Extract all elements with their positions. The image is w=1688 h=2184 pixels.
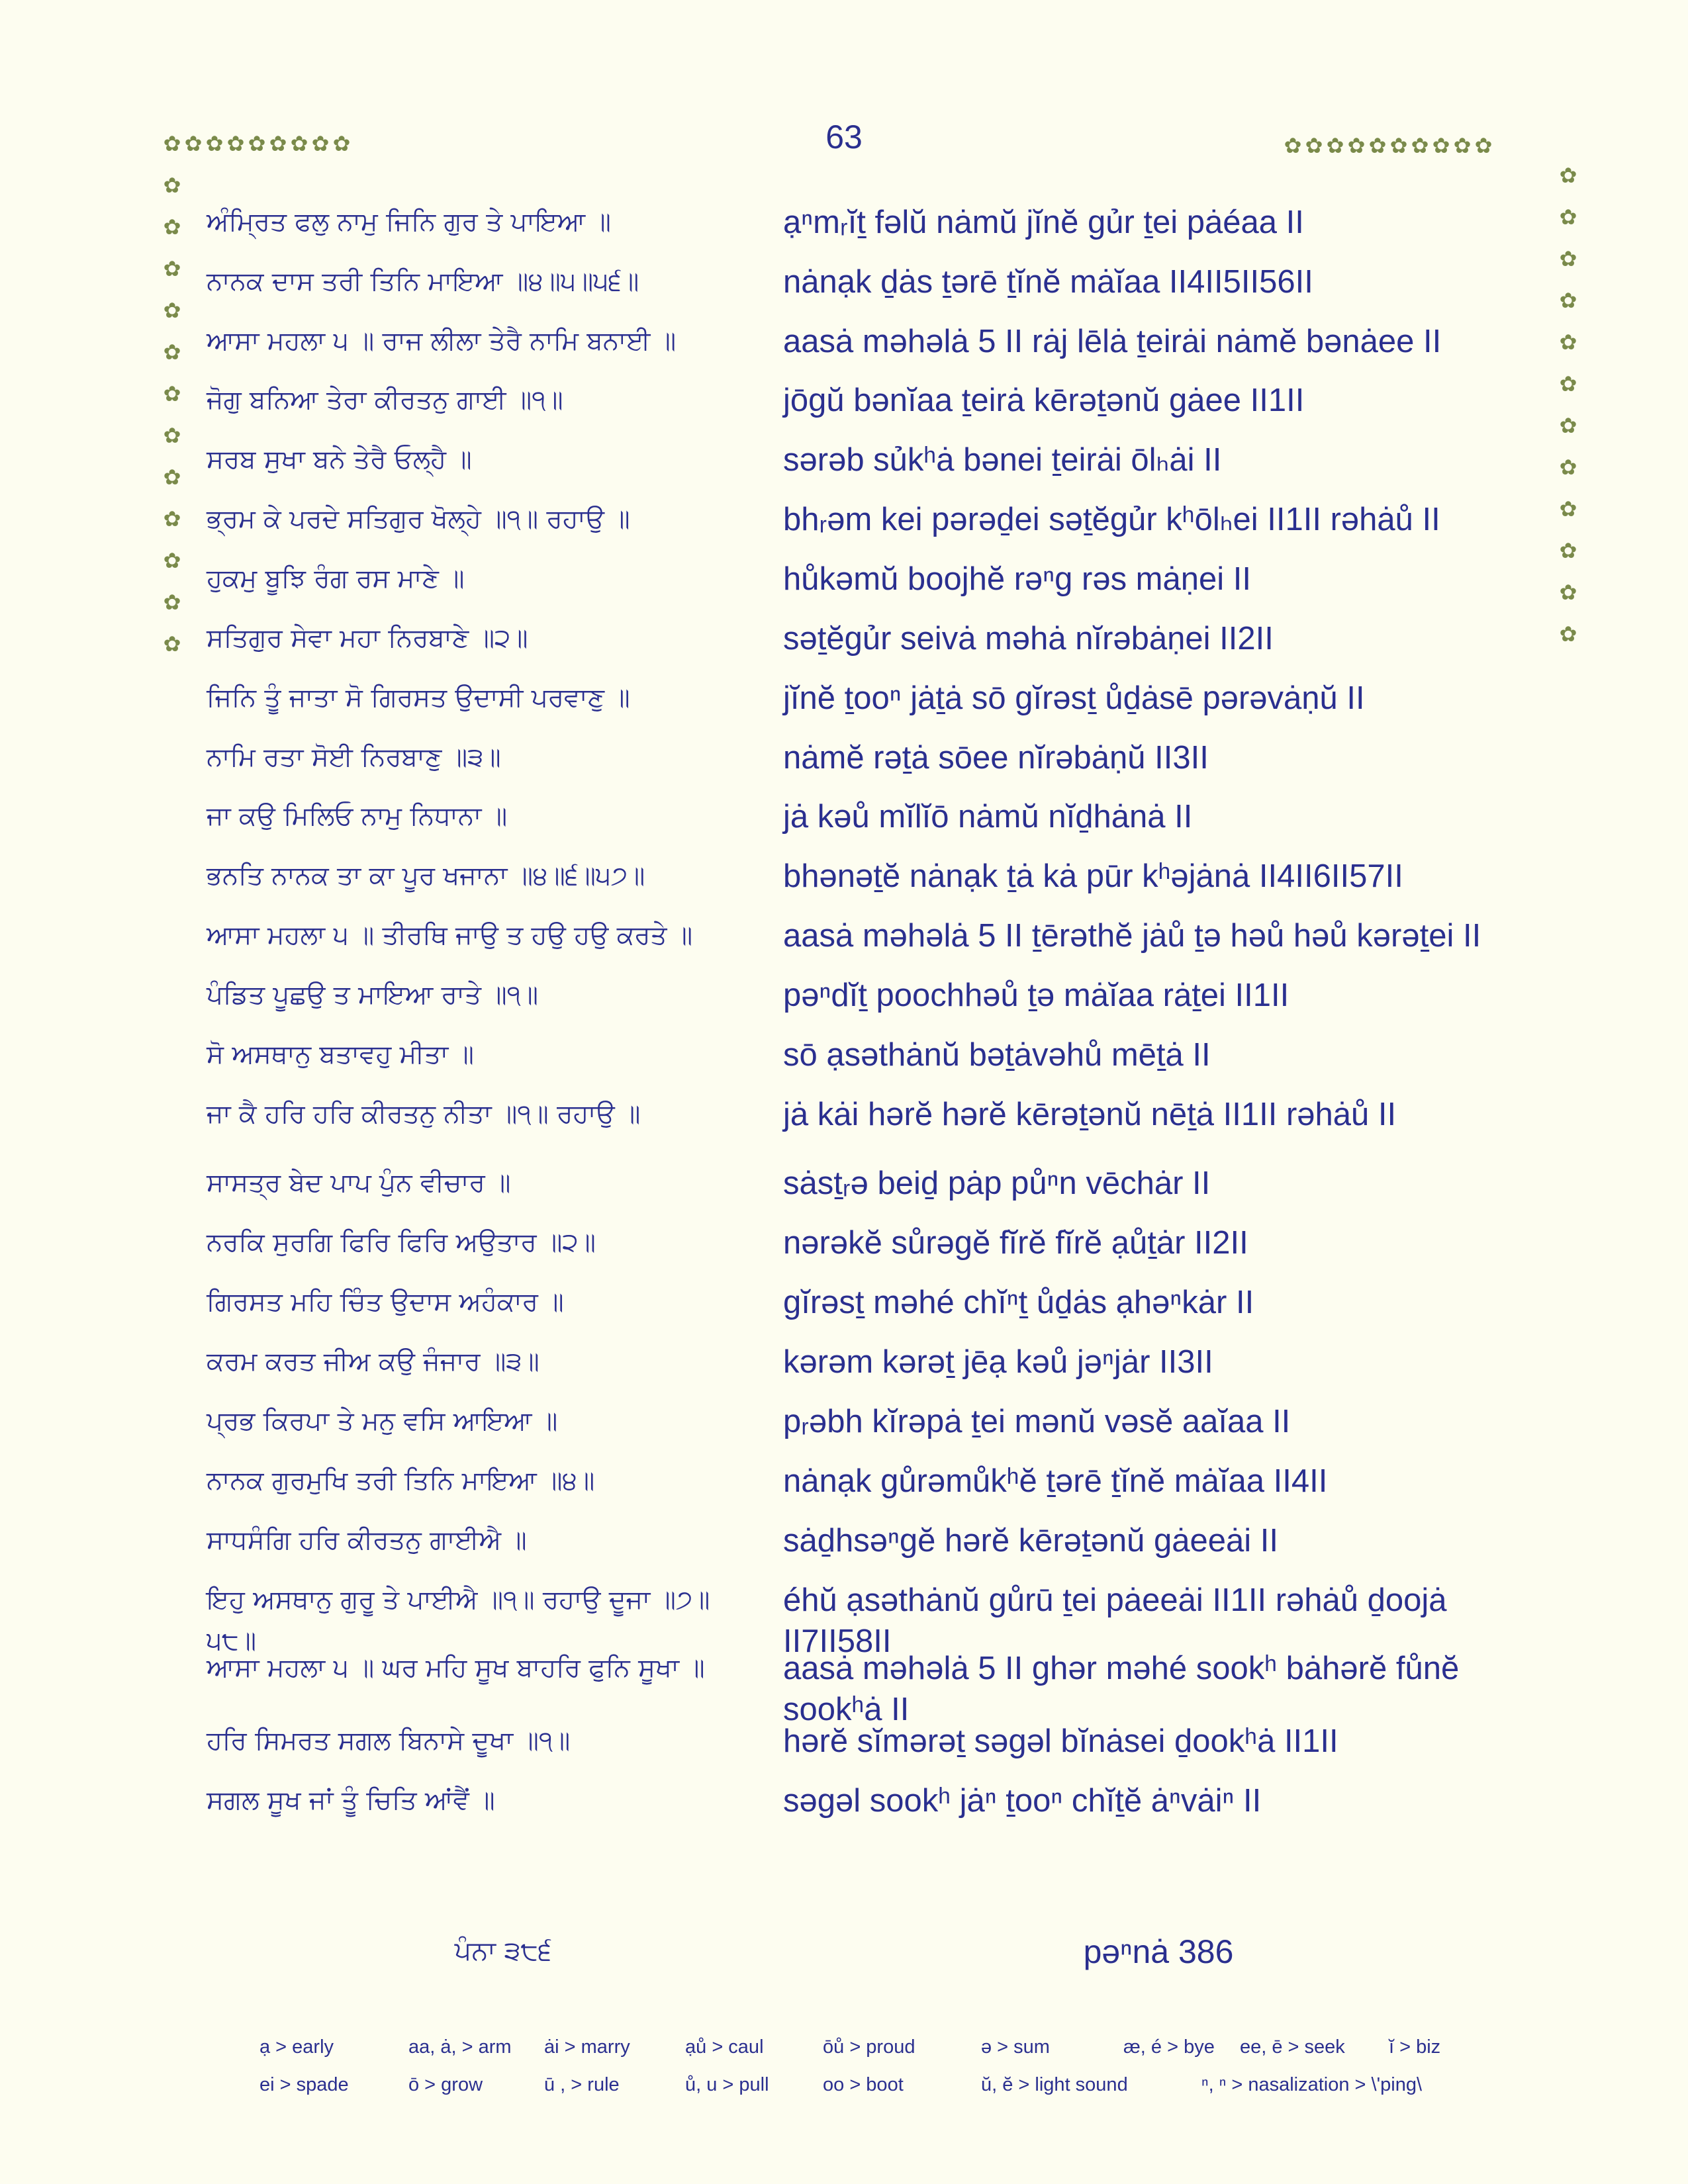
flower-ornament-icon: ✿ (163, 214, 181, 240)
gurmukhi-line: ਨਾਨਕ ਗੁਰਮੁਖਿ ਤਰੀ ਤਿਨਿ ਮਾਇਆ ॥੪॥ (207, 1466, 595, 1496)
gurmukhi-line: ਸਾਸਤ੍ਰ ਬੇਦ ਪਾਪ ਪੁੰਨ ਵੀਚਾਰ ॥ (207, 1168, 511, 1198)
flower-ornament-icon: ✿ (163, 506, 181, 531)
transliteration-line: nȧmĕ rəṯȧ sōee nĭrəbȧṇŭ II3II (783, 740, 1209, 776)
flower-ornament-icon: ✿ (1284, 133, 1302, 158)
gurmukhi-line: ਹੁਕਮੁ ਬੂਝਿ ਰੰਗ ਰਸ ਮਾਣੇ ॥ (207, 564, 465, 594)
flower-ornament-icon: ✿ (1559, 330, 1577, 355)
flower-ornament-icon: ✿ (1305, 133, 1323, 158)
transliteration-line: nȧnạk gůrəmůkʰĕ ṯərē ṯĭnĕ mȧĭaa II4II (783, 1463, 1328, 1499)
footer-page-gurmukhi: ਪੰਨਾ ੩੮੬ (454, 1936, 552, 1966)
gurmukhi-line: ਭਨਤਿ ਨਾਨਕ ਤਾ ਕਾ ਪੂਰ ਖਜਾਨਾ ॥੪॥੬॥੫੭॥ (207, 861, 645, 891)
gurmukhi-line: ਆਸਾ ਮਹਲਾ ੫ ॥ ਤੀਰਥਿ ਜਾਉ ਤ ਹਉ ਹਉ ਕਰਤੇ ॥ (207, 921, 693, 950)
flower-ornament-icon: ✿ (1389, 133, 1408, 158)
transliteration-line: səgəl sookʰ jȧⁿ ṯooⁿ chĭṯĕ ȧⁿvȧiⁿ II (783, 1783, 1262, 1819)
flower-ornament-icon: ✿ (163, 256, 181, 281)
flower-ornament-icon: ✿ (1559, 496, 1577, 522)
flower-ornament-icon: ✿ (1559, 371, 1577, 396)
transliteration-line: sō ạsəthȧnŭ bəṯȧvəhů mēṯȧ II (783, 1037, 1211, 1073)
flower-ornament-icon: ✿ (1559, 580, 1577, 605)
transliteration-line: jĭnĕ ṯooⁿ jȧṯȧ sō gĭrəsṯ ůḏȧsē pərəvȧṇŭ II (783, 680, 1365, 716)
flower-ornament-icon: ✿ (1559, 246, 1577, 271)
flower-ornament-icon: ✿ (248, 131, 266, 156)
gurmukhi-line: ਜਿਨਿ ਤੂੰ ਜਾਤਾ ਸੋ ਗਿਰਸਤ ਉਦਾਸੀ ਪਰਵਾਣੁ ॥ (207, 683, 630, 713)
flower-ornament-icon: ✿ (184, 131, 203, 156)
flower-ornament-icon: ✿ (1432, 133, 1450, 158)
transliteration-line: ạⁿmᵣĭṯ fəlŭ nȧmŭ jĭnĕ gủr ṯei pȧéaa II (783, 205, 1304, 240)
legend-item: ů, u > pull (685, 2074, 769, 2095)
gurmukhi-line: ਜਾ ਕੈ ਹਰਿ ਹਰਿ ਕੀਰਤਨੁ ਨੀਤਾ ॥੧॥ ਰਹਾਉ ॥ (207, 1099, 641, 1129)
gurmukhi-line: ਪ੍ਰਭ ਕਿਰਪਾ ਤੇ ਮਨੁ ਵਸਿ ਆਇਆ ॥ (207, 1406, 558, 1436)
legend-item: ōů > proud (823, 2036, 915, 2058)
legend-item: ȧi > marry (544, 2036, 630, 2058)
flower-ornament-icon: ✿ (163, 298, 181, 323)
transliteration-line: aasȧ məhəlȧ 5 II ṯērəthĕ jȧů ṯə həů həů kərəṯei II (783, 918, 1481, 954)
gurmukhi-line: ਗਿਰਸਤ ਮਹਿ ਚਿੰਤ ਉਦਾਸ ਅਹੰਕਾਰ ॥ (207, 1287, 564, 1317)
flower-ornament-icon: ✿ (163, 340, 181, 365)
gurmukhi-line: ਸਰਬ ਸੁਖਾ ਬਨੇ ਤੇਰੈ ਓਲ੍ਹੈ ॥ (207, 445, 472, 475)
legend-item: ee, ē > seek (1240, 2036, 1345, 2058)
gurmukhi-line: ਨਰਕਿ ਸੁਰਗਿ ਫਿਰਿ ਫਿਰਿ ਅਉਤਾਰ ॥੨॥ (207, 1228, 596, 1257)
gurmukhi-line: ਆਸਾ ਮਹਲਾ ੫ ॥ ਰਾਜ ਲੀਲਾ ਤੇਰੈ ਨਾਮਿ ਬਨਾਈ ॥ (207, 326, 677, 356)
transliteration-line: səṯĕgủr seivȧ məhȧ nĭrəbȧṇei II2II (783, 621, 1274, 657)
legend-item: ei > spade (259, 2074, 349, 2095)
gurmukhi-line: ਸਾਧਸੰਗਿ ਹਰਿ ਕੀਰਤਨੁ ਗਾਈਐ ॥ (207, 1525, 527, 1555)
flower-ornament-icon: ✿ (163, 631, 181, 657)
gurmukhi-line: ਕਰਮ ਕਰਤ ਜੀਅ ਕਉ ਜੰਜਾਰ ॥੩॥ (207, 1347, 539, 1377)
transliteration-line: hərĕ sĭmərəṯ səgəl bĭnȧsei ḏookʰȧ II1II (783, 1723, 1338, 1759)
legend-item: ō > grow (408, 2074, 483, 2095)
transliteration-line: aasȧ məhəlȧ 5 II rȧj lēlȧ ṯeirȧi nȧmĕ bənȧee II (783, 324, 1442, 359)
legend-item: ạ > early (259, 2036, 334, 2058)
gurmukhi-line: ਜੋਗੁ ਬਨਿਆ ਤੇਰਾ ਕੀਰਤਨੁ ਗਾਈ ॥੧॥ (207, 385, 563, 415)
transliteration-line: jōgŭ bənĭaa ṯeirȧ kērəṯənŭ gȧee II1II (783, 383, 1305, 418)
flower-ornament-icon: ✿ (1559, 163, 1577, 188)
legend-item: aa, ȧ, > arm (408, 2036, 512, 2058)
gurmukhi-line: ਨਾਮਿ ਰਤਾ ਸੋਈ ਨਿਰਬਾਣੁ ॥੩॥ (207, 743, 501, 772)
transliteration-line: pᵣəbh kĭrəpȧ ṯei mənŭ vəsĕ aaĭaa II (783, 1404, 1291, 1439)
flower-ornament-icon: ✿ (1559, 413, 1577, 438)
flower-ornament-icon: ✿ (163, 548, 181, 573)
transliteration-line: nərəkĕ sůrəgĕ fĭrĕ fĭrĕ ạůṯȧr II2II (783, 1225, 1248, 1261)
flower-ornament-icon: ✿ (163, 590, 181, 615)
transliteration-line: sərəb sủkʰȧ bənei ṯeirȧi ōlₕȧi II (783, 442, 1222, 478)
gurmukhi-line: ਸਤਿਗੁਰ ਸੇਵਾ ਮਹਾ ਨਿਰਬਾਣੇ ॥੨॥ (207, 623, 528, 653)
flower-ornament-icon: ✿ (163, 131, 181, 156)
transliteration-line: jȧ kȧi hərĕ hərĕ kērəṯənŭ nēṯȧ II1II rəhȧů II (783, 1097, 1397, 1132)
gurmukhi-line: ਭ੍ਰਮ ਕੇ ਪਰਦੇ ਸਤਿਗੁਰ ਖੋਲ੍ਹੇ ॥੧॥ ਰਹਾਉ ॥ (207, 504, 630, 534)
transliteration-line: jȧ kəů mĭlĭō nȧmŭ nĭḏhȧnȧ II (783, 799, 1193, 835)
flower-ornament-icon: ✿ (1559, 538, 1577, 563)
legend-item: ŭ, ĕ > light sound (981, 2074, 1128, 2095)
flower-ornament-icon: ✿ (1559, 205, 1577, 230)
transliteration-line: bhᵣəm kei pərəḏei səṯĕgủr kʰōlₕei II1II rəhȧů II (783, 502, 1440, 537)
flower-ornament-icon: ✿ (311, 131, 330, 156)
transliteration-line: pəⁿdĭṯ poochhəů ṯə mȧĭaa rȧṯei II1II (783, 978, 1289, 1013)
flower-ornament-icon: ✿ (1559, 455, 1577, 480)
transliteration-line: sȧḏhsəⁿgĕ hərĕ kērəṯənŭ gȧeeȧi II (783, 1523, 1278, 1559)
flower-ornament-icon: ✿ (1326, 133, 1344, 158)
gurmukhi-line: ਸੋ ਅਸਥਾਨੁ ਬਤਾਵਹੁ ਮੀਤਾ ॥ (207, 1040, 474, 1069)
legend-item: ə > sum (981, 2036, 1050, 2058)
gurmukhi-line: ਜਾ ਕਉ ਮਿਲਿਓ ਨਾਮੁ ਨਿਧਾਨਾ ॥ (207, 801, 508, 831)
gurmukhi-line: ਆਸਾ ਮਹਲਾ ੫ ॥ ਘਰ ਮਹਿ ਸੂਖ ਬਾਹਰਿ ਫੁਨਿ ਸੂਖਾ ॥ (207, 1653, 705, 1683)
flower-ornament-icon: ✿ (269, 131, 287, 156)
flower-ornament-icon: ✿ (163, 423, 181, 448)
transliteration-line: hůkəmŭ boojhĕ rəⁿg rəs mȧṇei II (783, 561, 1251, 597)
flower-ornament-icon: ✿ (205, 131, 224, 156)
transliteration-line: bhənəṯĕ nȧnạk ṯȧ kȧ pūr kʰəjȧnȧ II4II6II57II (783, 858, 1403, 894)
gurmukhi-line: ਪੰਡਿਤ ਪੂਛਉ ਤ ਮਾਇਆ ਰਾਤੇ ॥੧॥ (207, 980, 539, 1010)
flower-ornament-icon: ✿ (1368, 133, 1387, 158)
flower-ornament-icon: ✿ (1453, 133, 1472, 158)
flower-ornament-icon: ✿ (290, 131, 308, 156)
transliteration-line: nȧnạk ḏȧs ṯərē ṯĭnĕ mȧĭaa II4II5II56II (783, 264, 1313, 300)
flower-ornament-icon: ✿ (1559, 288, 1577, 313)
legend-item: ĭ > biz (1389, 2036, 1441, 2058)
gurmukhi-line: ਅੰਮ੍ਰਿਤ ਫਲੁ ਨਾਮੁ ਜਿਨਿ ਗੁਰ ਤੇ ਪਾਇਆ ॥ (207, 207, 611, 237)
flower-ornament-icon: ✿ (163, 173, 181, 198)
legend-item: ⁿ, ⁿ > nasalization > \'ping\ (1201, 2074, 1423, 2095)
flower-ornament-icon: ✿ (163, 381, 181, 406)
legend-item: ạů > caul (685, 2036, 764, 2058)
flower-ornament-icon: ✿ (1559, 621, 1577, 647)
legend-item: ū , > rule (544, 2074, 620, 2095)
gurmukhi-line: ਇਹੁ ਅਸਥਾਨੁ ਗੁਰੂ ਤੇ ਪਾਈਐ ॥੧॥ ਰਹਾਉ ਦੂਜਾ ॥੭॥੫੮॥ (207, 1585, 710, 1656)
footer-page-transliteration: pəⁿnȧ 386 (1083, 1933, 1234, 1970)
transliteration-line: éhŭ ạsəthȧnŭ gůrū ṯei pȧeeȧi II1II rəhȧů ḏoojȧ II7II58II (783, 1582, 1447, 1659)
flower-ornament-icon: ✿ (1474, 133, 1493, 158)
flower-ornament-icon: ✿ (1347, 133, 1366, 158)
page-number: 63 (825, 118, 863, 156)
flower-ornament-icon: ✿ (226, 131, 245, 156)
gurmukhi-line: ਸਗਲ ਸੂਖ ਜਾਂ ਤੂੰ ਚਿਤਿ ਆਂਵੈਂ ॥ (207, 1786, 495, 1815)
legend-item: æ, é > bye (1123, 2036, 1215, 2058)
flower-ornament-icon: ✿ (1411, 133, 1429, 158)
transliteration-line: kərəm kərəṯ jēạ kəů jəⁿjȧr II3II (783, 1344, 1213, 1380)
transliteration-line: gĭrəsṯ məhé chĭⁿṯ ůḏȧs ạhəⁿkȧr II (783, 1285, 1254, 1320)
gurmukhi-line: ਨਾਨਕ ਦਾਸ ਤਰੀ ਤਿਨਿ ਮਾਇਆ ॥੪॥੫॥੫੬॥ (207, 267, 639, 296)
legend-item: oo > boot (823, 2074, 904, 2095)
flower-ornament-icon: ✿ (163, 465, 181, 490)
gurmukhi-line: ਹਰਿ ਸਿਮਰਤ ਸਗਲ ਬਿਨਾਸੇ ਦੂਖਾ ॥੧॥ (207, 1726, 571, 1756)
flower-ornament-icon: ✿ (332, 131, 351, 156)
transliteration-line: aasȧ məhəlȧ 5 II ghər məhé sookʰ bȧhərĕ fůnĕ sookʰȧ II (783, 1651, 1460, 1727)
transliteration-line: sȧsṯᵣə beiḏ pȧp půⁿn vēchȧr II (783, 1165, 1211, 1201)
